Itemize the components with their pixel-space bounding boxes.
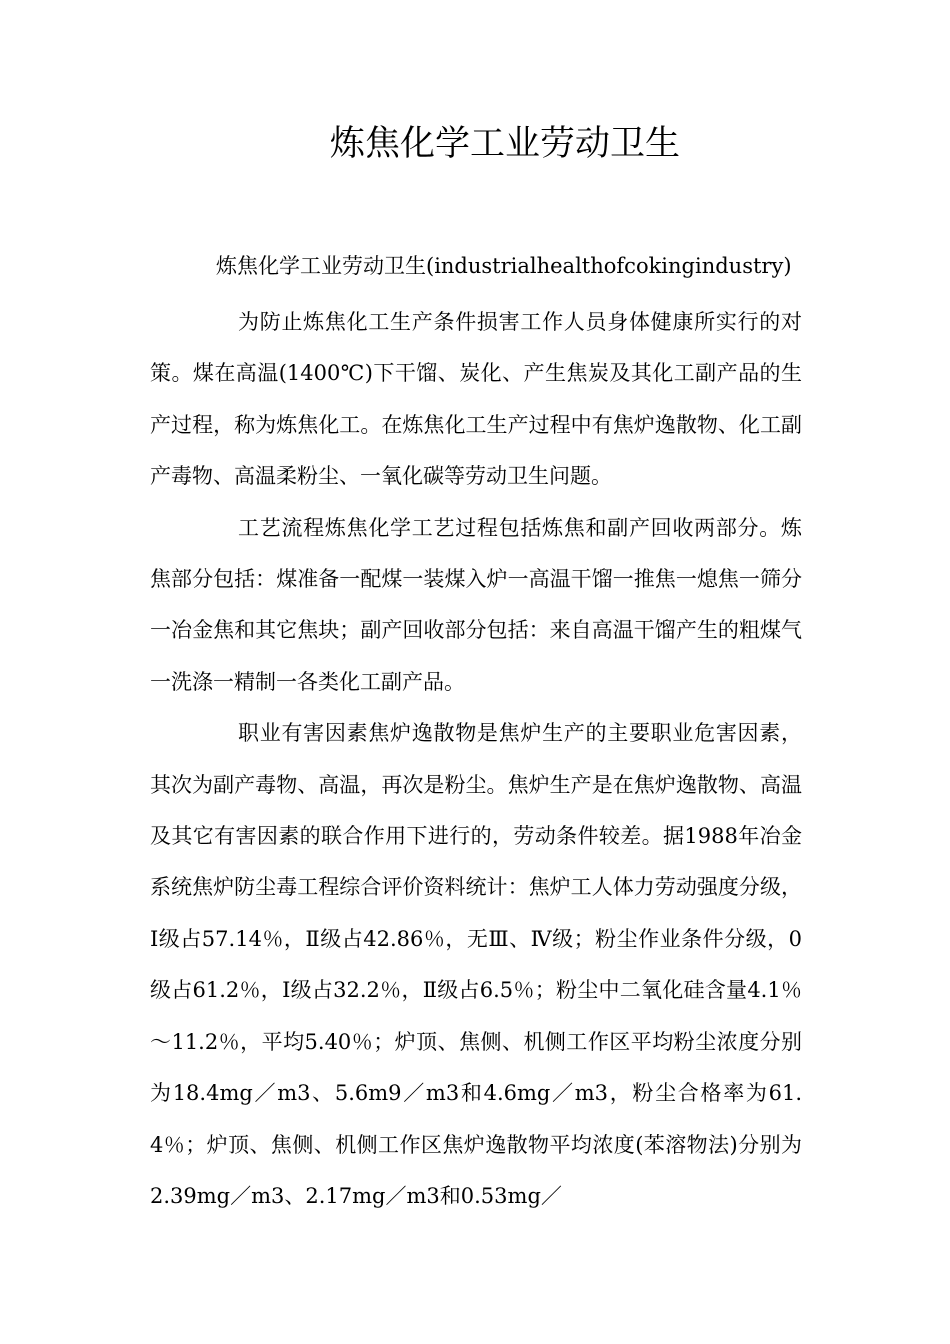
paragraph-definition: 为防止炼焦化工生产条件损害工作人员身体健康所实行的对策。煤在高温(1400℃)下干馏、炭化、产生焦炭及其化工副产品的生产过程，称为炼焦化工。在炼焦化工生产过程中有焦炉逸散物、化工副产毒物、高温柔粉尘、一氧化碳等劳动卫生问题。 bbox=[150, 310, 802, 489]
document-subtitle: 炼焦化学工业劳动卫生(industrialhealthofcokingindustry) bbox=[216, 254, 792, 278]
document-body bbox=[150, 297, 802, 1222]
paragraph-hazard-factors: 职业有害因素焦炉逸散物是焦炉生产的主要职业危害因素，其次为副产毒物、高温，再次是粉尘。焦炉生产是在焦炉逸散物、高温及其它有害因素的联合作用下进行的，劳动条件较差。据1988年冶金系统焦炉防尘毒工程综合评价资料统计：焦炉工人体力劳动强度分级，Ⅰ级占57.14％，Ⅱ级占42.86％，无Ⅲ、Ⅳ级；粉尘作业条件分级，0级占61.2％，Ⅰ级占32.2％，Ⅱ级占6.5％；粉尘中二氧化硅含量4.1％～11.2％，平均5.40％；炉顶、焦侧、机侧工作区平均粉尘浓度分别为18.4mg／m3、5.6m9／m3和4.6mg／m3，粉尘合格率为61.4％；炉顶、焦侧、机侧工作区焦炉逸散物平均浓度(苯溶物法)分别为2.39mg／m3、2.17mg／m3和0.53mg／ bbox=[150, 721, 802, 1208]
document-title: 炼焦化学工业劳动卫生 bbox=[329, 124, 680, 164]
paragraph-process-flow: 工艺流程炼焦化学工艺过程包括炼焦和副产回收两部分。炼焦部分包括：煤准备一配煤一装煤入炉一高温干馏一推焦一熄焦一筛分一冶金焦和其它焦块；副产回收部分包括：来自高温干馏产生的粗煤气一洗涤一精制一各类化工副产品。 bbox=[150, 515, 802, 694]
